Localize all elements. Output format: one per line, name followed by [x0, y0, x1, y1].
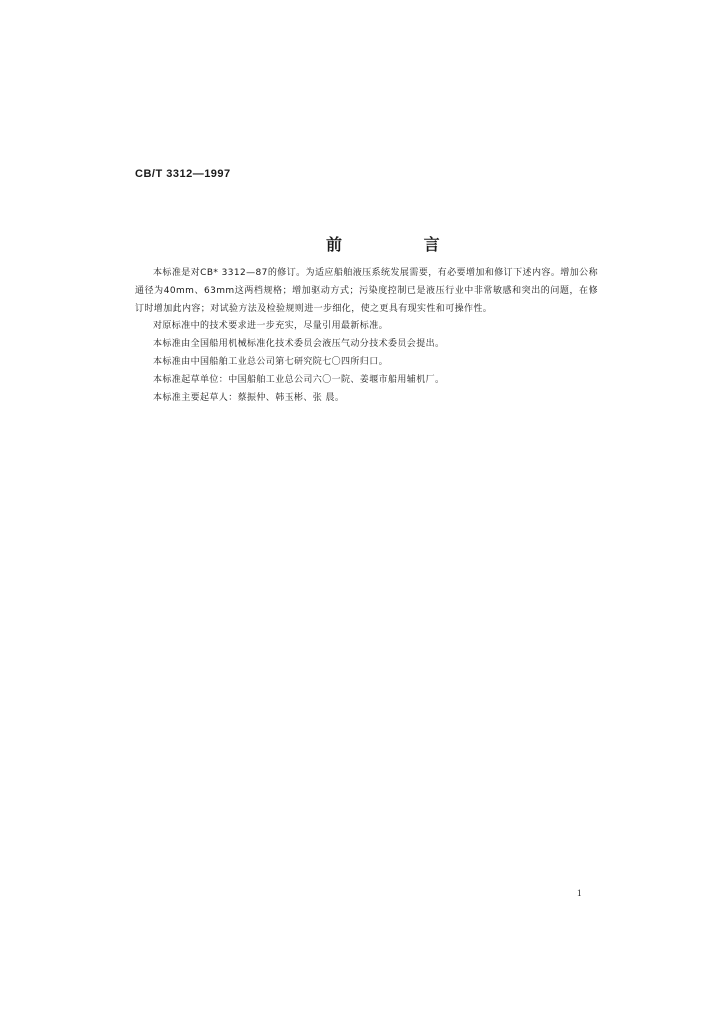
foreword-body [135, 265, 598, 407]
page-title: 前 言 [326, 235, 478, 254]
paragraph-drafting-units: 本标准起草单位：中国船舶工业总公司六〇一院、姜堰市船用辅机厂。 [153, 374, 445, 385]
paragraph-revision: 本标准是对CB* 3312—87的修订。为适应船舶液压系统发展需要，有必要增加和修订下述内容。增加公称通径为40mm、63mm这两档规格；增加驱动方式；污染度控制已是液压行业中非常敏感和突出的问题，在修订时增加此内容；对试验方法及检验规则进一步细化，使之更具有现实性和可操作性。 [135, 268, 598, 314]
paragraph-proposed-by: 本标准由全国船用机械标准化技术委员会液压气动分技术委员会提出。 [153, 339, 445, 350]
page-number: 1 [577, 888, 582, 898]
paragraph-technical-requirements: 对原标准中的技术要求进一步充实，尽量引用最新标准。 [153, 321, 389, 332]
standard-code: CB/T 3312—1997 [135, 168, 231, 180]
paragraph-drafters: 本标准主要起草人：蔡振仲、韩玉彬、张 晨。 [153, 392, 345, 403]
paragraph-under-jurisdiction: 本标准由中国船舶工业总公司第七研究院七〇四所归口。 [153, 356, 389, 367]
